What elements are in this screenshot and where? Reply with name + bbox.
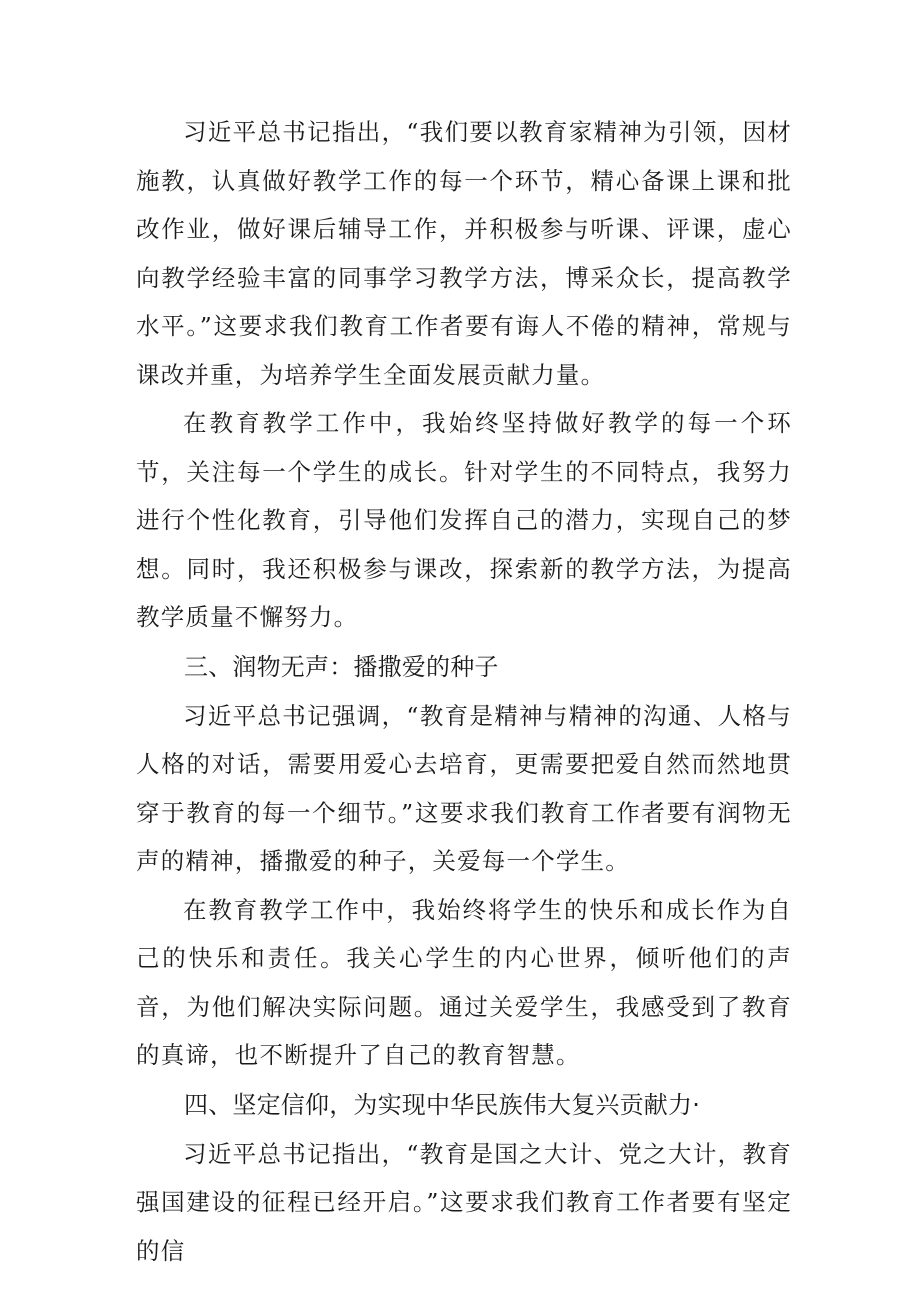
- paragraph-teaching-practice: 在教育教学工作中，我始终坚持做好教学的每一个环节，关注每一个学生的成长。针对学生的不同特点，我努力进行个性化教育，引导他们发挥自己的潜力，实现自己的梦想。同时，我还积极参与课改，探索新的教学方法，为提高教学质量不懈努力。: [136, 409, 792, 631]
- paragraph-caring-students: 在教育教学工作中，我始终将学生的快乐和成长作为自己的快乐和责任。我关心学生的内心世界，倾听他们的声音，为他们解决实际问题。通过关爱学生，我感受到了教育的真谛，也不断提升了自己的教育智慧。: [136, 895, 792, 1069]
- document-body: [136, 108, 792, 1275]
- paragraph-love-education: 习近平总书记强调，“教育是精神与精神的沟通、人格与人格的对话，需要用爱心去培育，更需要把爱自然而然地贯穿于教育的每一个细节。”这要求我们教育工作者要有润物无声的精神，播撒爱的种子，关爱每一个学生。: [136, 701, 792, 875]
- paragraph-teaching-spirit: 习近平总书记指出，“我们要以教育家精神为引领，因材施教，认真做好教学工作的每一个环节，精心备课上课和批改作业，做好课后辅导工作，并积极参与听课、评课，虚心向教学经验丰富的同事学习教学方法，博采众长，提高教学水平。”这要求我们教育工作者要有诲人不倦的精神，常规与课改并重，为培养学生全面发展贡献力量。: [136, 118, 792, 389]
- section-heading-4: 四、坚定信仰，为实现中华民族伟大复兴贡献力·: [184, 1090, 701, 1119]
- paragraph-education-strong-nation: 习近平总书记指出，“教育是国之大计、党之大计，教育强国建设的征程已经开启。”这要求我们教育工作者要有坚定的信: [136, 1139, 792, 1265]
- section-heading-3: 三、润物无声：播撒爱的种子: [184, 652, 499, 681]
